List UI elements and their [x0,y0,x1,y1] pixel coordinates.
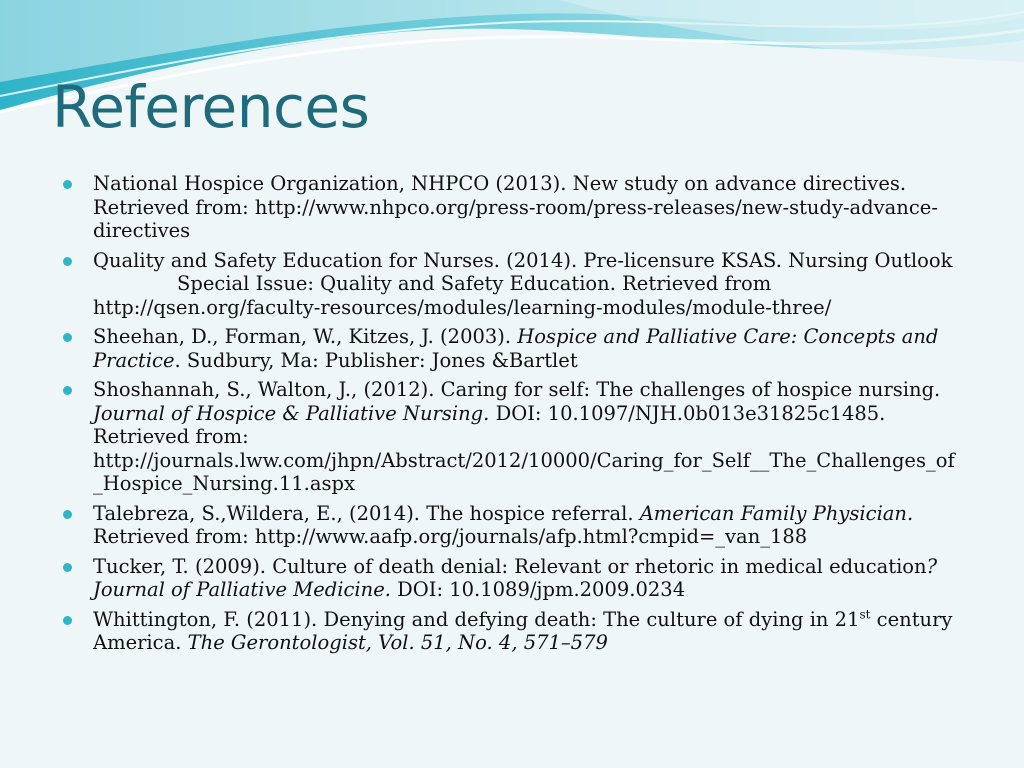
reference-text-post: DOI: 10.1097/NJH.0b013e31825c1485. Retrieved from: http://journals.lww.com/jhpn/Abstract/2012/10000/Caring_for_Self__The_Challenges_of_Hospice_Nursing.11.aspx [93,401,955,495]
bullet-icon [63,333,72,342]
bullet-icon [63,257,72,266]
reference-source-title: Hospice and Palliative Care: Concepts and Practice [93,325,939,372]
reference-item-sheehan [63,325,963,372]
reference-text-pre: Shoshannah, S., Walton, J., (2012). Caring for self: The challenges of hospice nursing. [93,378,941,401]
reference-list [63,172,963,661]
slide-title: References [52,73,370,141]
reference-text-post: Special Issue: Quality and Safety Education. Retrieved from http://qsen.org/faculty-resources/modules/learning-modules/module-three/ [93,272,832,319]
bullet-icon [63,563,72,572]
reference-text-post: . Sudbury, Ma: Publisher: Jones &Bartlet [174,348,578,372]
reference-text: National Hospice Organization, NHPCO (2013). New study on advance directives. Retrieved from: http://www.nhpco.org/press-room/press-releases/new-study-advance-directives [93,172,938,242]
reference-item-shoshannah [63,378,963,496]
reference-text-pre: Quality and Safety Education for Nurses. (2014). Pre-licensure KSAS. Nursing Outlook [93,248,953,272]
bullet-icon [63,510,72,519]
reference-source-title: The Gerontologist, Vol. 51, No. 4, 571–579 [187,631,608,654]
ordinal-suffix: st [859,607,871,621]
reference-text-pre: Talebreza, S.,Wildera, E., (2014). The hospice referral. [93,501,640,525]
reference-text-pre: Sheehan, D., Forman, W., Kitzes, J. (2003). [93,325,518,348]
reference-text-pre: Whittington, F. (2011). Denying and defying death: The culture of dying in 21 [93,607,860,631]
reference-item-qsen [63,249,963,320]
bullet-icon [63,616,72,625]
reference-source-title: American Family Physician. [639,501,914,525]
reference-source-title: Journal of Hospice & Palliative Nursing. [93,401,490,425]
reference-text-pre: Tucker, T. (2009). Culture of death denial: Relevant or rhetoric in medical education [93,554,927,578]
reference-text-post: Retrieved from: http://www.aafp.org/journals/afp.html?cmpid=_van_188 [93,525,808,548]
reference-source-title: ? Journal of Palliative Medicine. [93,554,938,601]
reference-text-post: century America. [93,607,953,654]
reference-item-talebreza [63,502,963,549]
reference-item-nhpco [63,172,963,243]
bullet-icon [63,386,72,395]
reference-item-whittington [63,608,963,655]
reference-item-tucker [63,555,963,602]
reference-text-post: DOI: 10.1089/jpm.2009.0234 [390,578,686,601]
bullet-icon [63,180,72,189]
